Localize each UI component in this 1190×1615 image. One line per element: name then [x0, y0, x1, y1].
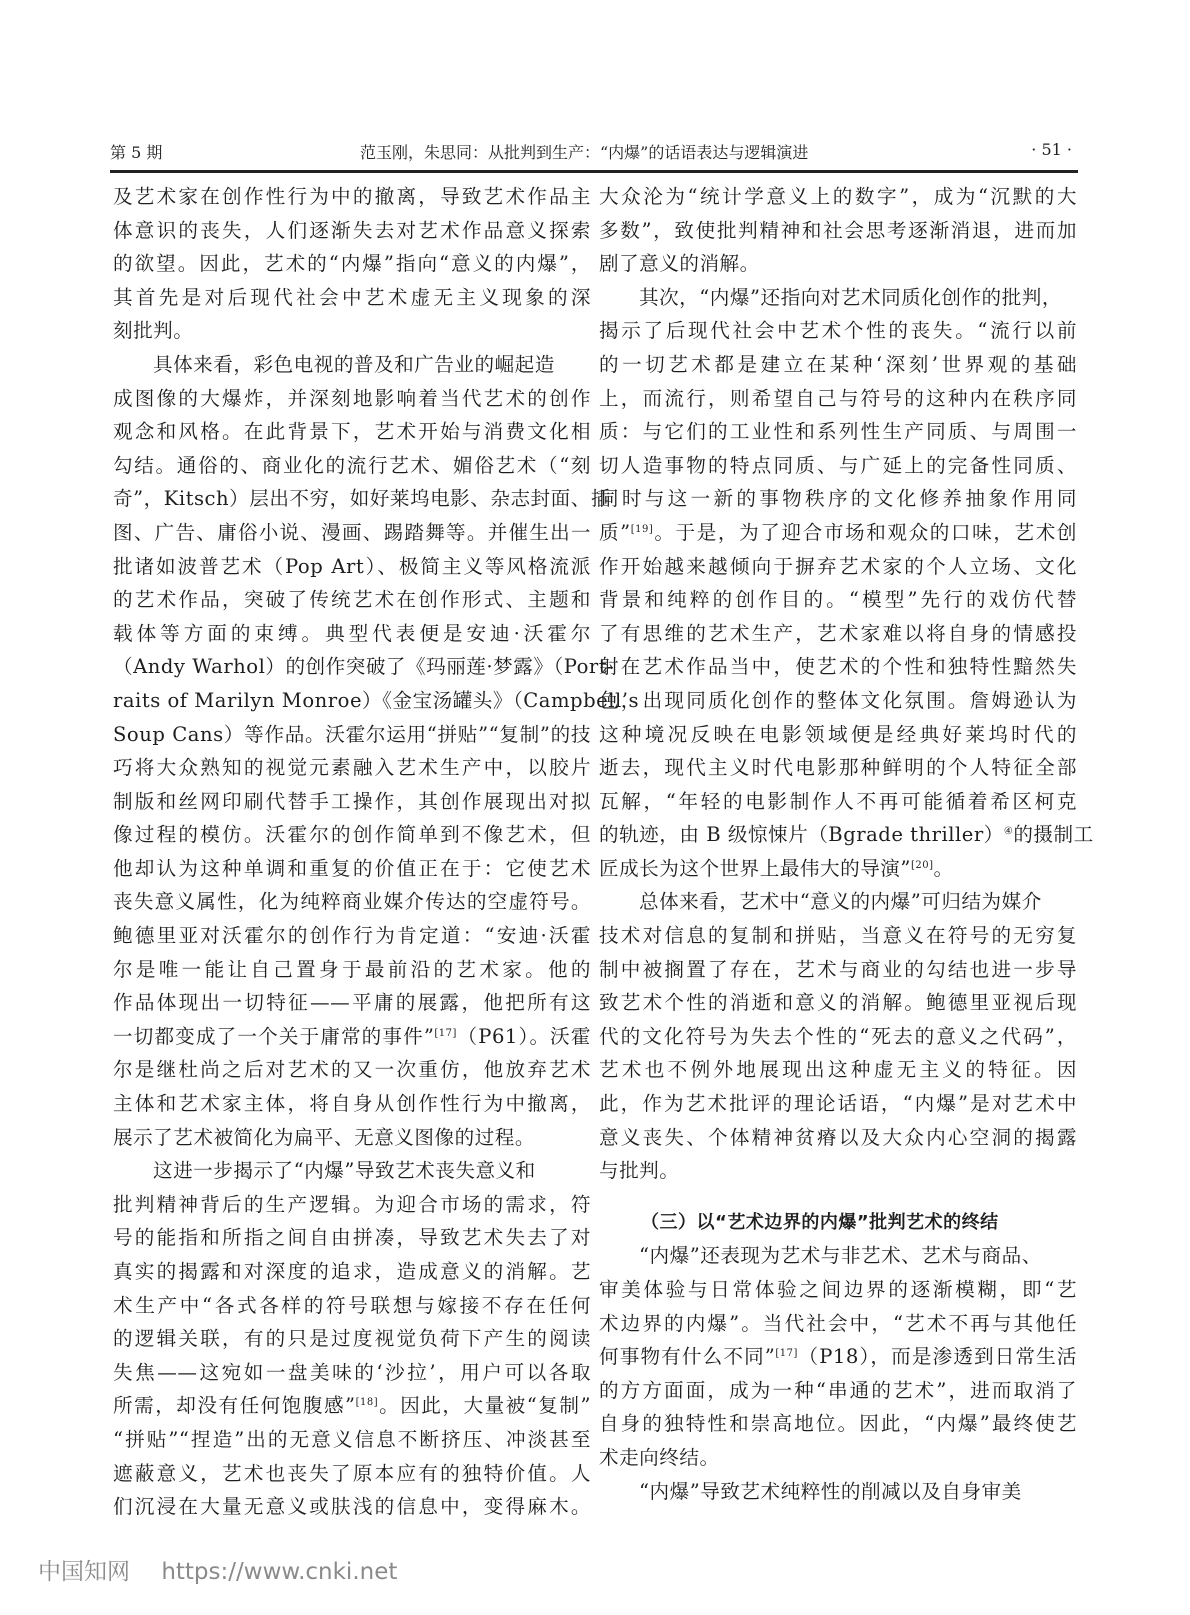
line-text-continued: 。: [933, 856, 954, 880]
text-line: [599, 1340, 1077, 1374]
text-line: [113, 516, 591, 550]
text-line: [599, 919, 1077, 953]
line-text: 一切都变成了一个关于庸常的事件”: [113, 1024, 435, 1048]
line-text: 作品体现出一切特征——平庸的展露，他把所有这: [113, 991, 591, 1015]
line-text: 背景和纯粹的创作目的。“模型”先行的戏仿代替: [599, 588, 1077, 612]
text-line: [113, 1490, 591, 1524]
line-text: 其次，“内爆”还指向对艺术同质化创作的批判，: [639, 285, 1062, 309]
text-line: [599, 550, 1077, 584]
text-line: [113, 1087, 591, 1121]
line-text: 作开始越来越倾向于摒弃艺术家的个人立场、文化: [599, 554, 1077, 578]
line-text: 致艺术个性的消逝和意义的消解。鲍德里亚视后现: [599, 991, 1077, 1015]
text-line: [113, 314, 591, 348]
text-line: [113, 583, 591, 617]
text-line: [113, 1423, 591, 1457]
text-line: [599, 684, 1077, 718]
text-line: [599, 1087, 1077, 1121]
text-line: [599, 1441, 1077, 1475]
line-text-continued: （P61）。沃霍: [456, 1024, 591, 1048]
text-line: [113, 617, 591, 651]
line-text: 技术对信息的复制和拼贴，当意义在符号的无穷复: [599, 924, 1077, 948]
line-text: 艺术也不例外地展现出这种虚无主义的特征。因: [599, 1058, 1077, 1082]
text-line: [113, 953, 591, 987]
line-text: 像过程的模仿。沃霍尔的创作简单到不像艺术，但: [113, 823, 591, 847]
line-text: 奇”，Kitsch）层出不穷，如好莱坞电影、杂志封面、插: [113, 487, 611, 511]
text-line: [113, 1020, 591, 1054]
line-text: 真实的揭露和对深度的追求，造成意义的消解。艺: [113, 1260, 591, 1283]
line-text: 及艺术家在创作性行为中的撤离，导致艺术作品主: [113, 185, 591, 208]
line-text: 他却认为这种单调和重复的价值正在于：它使艺术: [113, 856, 591, 880]
line-text: 的欲望。因此，艺术的“内爆”指向“意义的内爆”，: [113, 252, 591, 276]
line-text: 的轨迹，由 B 级惊悚片（Bgrade thriller）: [599, 823, 1004, 847]
text-line: [599, 986, 1077, 1020]
running-header: [110, 136, 1078, 166]
header-rule: [110, 170, 1078, 173]
text-line: [113, 180, 591, 214]
text-line: [599, 718, 1077, 752]
text-line: [113, 382, 591, 416]
line-text: “内爆”还表现为艺术与非艺术、艺术与商品、: [639, 1244, 1042, 1268]
text-line: [113, 550, 591, 584]
line-text: 所需，却没有任何饱腹感”: [113, 1394, 356, 1418]
line-text: 鲍德里亚对沃霍尔的创作行为肯定道：“安迪·沃霍: [113, 924, 591, 948]
line-text: 主体和艺术家主体，将自身从创作性行为中撤离，: [113, 1092, 591, 1116]
line-text: 遮蔽意义，艺术也丧失了原本应有的独特价值。人: [113, 1461, 591, 1485]
line-text: 观念和风格。在此背景下，艺术开始与消费文化相: [113, 420, 591, 444]
text-line: [599, 281, 1077, 315]
line-text: 具体来看，彩色电视的普及和广告业的崛起造: [153, 352, 555, 376]
text-line: [599, 953, 1077, 987]
text-line: [599, 482, 1077, 516]
text-line: [599, 1053, 1077, 1087]
text-line: [113, 415, 591, 449]
line-text: Soup Cans）等作品。沃霍尔运用“拼贴”“复制”的技: [113, 722, 591, 746]
line-text: 制中被搁置了存在，艺术与商业的勾结也进一步导: [599, 957, 1077, 981]
right-column: [599, 180, 1094, 1508]
line-text: 意义丧失、个体精神贫瘠以及大众内心空洞的揭露: [599, 1125, 1077, 1149]
text-line: [113, 482, 611, 516]
line-text: 与批判。: [599, 1159, 680, 1183]
text-line: [113, 1221, 591, 1255]
line-text-continued: （P18），而是渗透到日常生活: [797, 1345, 1077, 1369]
text-line: [599, 785, 1077, 819]
line-text: 射在艺术作品当中，使艺术的个性和独特性黯然失: [599, 655, 1077, 679]
line-text: 剧了意义的消解。: [599, 252, 760, 276]
line-text: 审美体验与日常体验之间边界的逐渐模糊，即“艺: [599, 1278, 1077, 1301]
line-text: 自身的独特性和崇高地位。因此，“内爆”最终使艺: [599, 1412, 1077, 1436]
line-text-continued: 。因此，大量被“复制”: [378, 1394, 591, 1418]
line-text: 的逻辑关联，有的只是过度视觉负荷下产生的阅读: [113, 1327, 591, 1351]
line-text: 了有思维的艺术生产，艺术家难以将自身的情感投: [599, 621, 1077, 645]
text-line: [113, 1121, 591, 1155]
line-text: 巧将大众熟知的视觉元素融入艺术生产中，以胶片: [113, 756, 591, 780]
line-text: 的方方面面，成为一种“串通的艺术”，进而取消了: [599, 1378, 1077, 1402]
text-line: [599, 516, 1077, 550]
text-line: [599, 617, 1077, 651]
citation-superscript: ④: [1003, 826, 1014, 838]
line-text: 体意识的丧失，人们逐渐失去对艺术作品意义探索: [113, 218, 591, 242]
line-text: 的艺术作品，突破了传统艺术在创作形式、主题和: [113, 588, 591, 612]
line-text: 号的能指和所指之间自由拼凑，导致艺术失去了对: [113, 1226, 591, 1250]
text-line: [599, 214, 1077, 248]
line-text: 瓦解，“年轻的电影制作人不再可能循着希区柯克: [599, 789, 1077, 813]
page-number: · 51 ·: [1031, 140, 1072, 159]
text-line: [599, 751, 1077, 785]
line-text: （三）以“艺术边界的内爆”批判艺术的终结: [641, 1211, 999, 1233]
text-line: [113, 919, 591, 953]
issue-number: 第 5 期: [110, 143, 163, 162]
text-line: [113, 650, 615, 684]
line-text: 刻批判。: [113, 319, 194, 343]
line-text: 代的文化符号为失去个性的“死去的意义之代码”，: [599, 1024, 1077, 1048]
line-text: 载体等方面的束缚。典型代表便是安迪·沃霍尔: [113, 621, 591, 645]
text-line: [113, 1389, 591, 1423]
line-text: 匠成长为这个世界上最伟大的导演”: [599, 856, 911, 880]
citation-superscript: [17]: [434, 1027, 457, 1039]
text-line: [113, 1457, 591, 1491]
text-line: [113, 214, 591, 248]
text-line: [599, 1121, 1077, 1155]
cnki-brand: 中国知网: [38, 1559, 130, 1585]
text-line: [599, 449, 1077, 483]
text-line: [599, 1374, 1077, 1408]
text-line: [599, 885, 1077, 919]
line-text: 批判精神背后的生产逻辑。为迎合市场的需求，符: [113, 1192, 591, 1216]
text-line: [599, 415, 1077, 449]
line-text: 同时与这一新的事物秩序的文化修养抽象作用同: [599, 487, 1077, 511]
line-text: 制版和丝网印刷代替手工操作，其创作展现出对拟: [113, 789, 591, 813]
text-line: [599, 180, 1077, 214]
text-line: [113, 1188, 591, 1222]
text-line: [113, 818, 591, 852]
line-text-continued: 的摄制工: [1013, 823, 1094, 847]
text-line: [113, 684, 640, 718]
text-line: [113, 348, 591, 382]
line-text: “内爆”导致艺术纯粹性的削减以及自身审美: [639, 1479, 1022, 1503]
text-line: [113, 986, 591, 1020]
line-text: 勾结。通俗的、商业化的流行艺术、媚俗艺术（“刻: [113, 453, 591, 477]
text-line: [599, 583, 1077, 617]
paragraph-gap: [599, 1188, 1077, 1206]
line-text-continued: 。于是，为了迎合市场和观众的口味，艺术创: [653, 520, 1077, 544]
line-text: 上，而流行，则希望自己与符号的这种内在秩序同: [599, 386, 1077, 410]
line-text: 多数”，致使批判精神和社会思考逐渐消退，进而加: [599, 218, 1077, 242]
line-text: 质：与它们的工业性和系列性生产同质、与周围一: [599, 420, 1077, 444]
line-text: 此，作为艺术批评的理论话语，“内爆”是对艺术中: [599, 1092, 1077, 1116]
line-text: 成图像的大爆炸，并深刻地影响着当代艺术的创作: [113, 386, 591, 410]
line-text: 术走向终结。: [599, 1445, 720, 1469]
text-line: [599, 1307, 1077, 1341]
text-line: [599, 852, 1077, 886]
line-text: 逝去，现代主义时代电影那种鲜明的个人特征全部: [599, 756, 1077, 780]
line-text: 丧失意义属性，化为纯粹商业媒介传达的空虚符号。: [113, 890, 591, 914]
text-line: [113, 751, 591, 785]
section-heading: [599, 1206, 1077, 1240]
line-text: 这种境况反映在电影领域便是经典好莱坞时代的: [599, 722, 1077, 746]
citation-superscript: [20]: [910, 859, 934, 871]
text-line: [113, 785, 591, 819]
running-title: 范玉刚，朱思同：从批判到生产：“内爆”的话语表达与逻辑演进: [360, 143, 809, 162]
text-line: [599, 382, 1077, 416]
line-text: 色，出现同质化创作的整体文化氛围。詹姆逊认为: [599, 688, 1077, 712]
line-text: 术生产中“各式各样的符号联想与嫁接不存在任何: [113, 1293, 591, 1317]
text-line: [113, 1356, 591, 1390]
text-line: [113, 1053, 591, 1087]
line-text: 切人造事物的特点同质、与广延上的完备性同质、: [599, 453, 1077, 477]
text-line: [113, 885, 591, 919]
text-line: [599, 818, 1094, 852]
footer-watermark: [38, 1553, 397, 1586]
text-line: [113, 1322, 591, 1356]
cnki-url-link[interactable]: https://www.cnki.net: [161, 1559, 398, 1585]
text-line: [113, 1255, 591, 1289]
line-text: 的一切艺术都是建立在某种‘深刻’世界观的基础: [599, 352, 1077, 376]
line-text: 失焦——这宛如一盘美味的‘沙拉’，用户可以各取: [113, 1360, 591, 1384]
text-line: [113, 449, 591, 483]
text-line: [599, 314, 1077, 348]
text-line: [599, 348, 1077, 382]
text-line: [599, 247, 1077, 281]
line-text: 图、广告、庸俗小说、漫画、踢踏舞等。并催生出一: [113, 520, 591, 544]
line-text: 尔是唯一能让自己置身于最前沿的艺术家。他的: [113, 957, 591, 981]
line-text: 尔是继杜尚之后对艺术的又一次重仿，他放弃艺术: [113, 1058, 591, 1082]
text-line: [599, 650, 1077, 684]
line-text: 何事物有什么不同”: [599, 1345, 776, 1369]
line-text: 这进一步揭示了“内爆”导致艺术丧失意义和: [153, 1159, 536, 1183]
line-text: 大众沦为“统计学意义上的数字”，成为“沉默的大: [599, 185, 1077, 208]
text-line: [113, 1154, 591, 1188]
text-line: [599, 1475, 1077, 1509]
line-text: （Andy Warhol）的创作突破了《玛丽莲·梦露》（Port-: [113, 655, 615, 679]
line-text: raits of Marilyn Monroe）《金宝汤罐头》（Campbell’s: [113, 688, 640, 712]
line-text: “拼贴”“捏造”出的无意义信息不断挤压、冲淡甚至: [113, 1427, 591, 1451]
text-line: [599, 1239, 1077, 1273]
text-line: [113, 247, 591, 281]
line-text: 其首先是对后现代社会中艺术虚无主义现象的深: [113, 285, 591, 309]
text-line: [113, 852, 591, 886]
text-line: [113, 718, 591, 752]
citation-superscript: [19]: [630, 523, 654, 535]
line-text: 批诸如波普艺术（Pop Art）、极简主义等风格流派: [113, 554, 591, 578]
citation-superscript: [17]: [775, 1348, 798, 1360]
line-text: 总体来看，艺术中“意义的内爆”可归结为媒介: [639, 890, 1042, 914]
line-text: 质”: [599, 520, 631, 544]
text-line: [599, 1020, 1077, 1054]
text-line: [599, 1154, 1077, 1188]
line-text: 揭示了后现代社会中艺术个性的丧失。“流行以前: [599, 319, 1077, 343]
line-text: 展示了艺术被简化为扁平、无意义图像的过程。: [113, 1125, 535, 1149]
text-line: [599, 1407, 1077, 1441]
text-line: [113, 281, 591, 315]
text-line: [599, 1273, 1077, 1307]
line-text: 们沉浸在大量无意义或肤浅的信息中，变得麻木。: [113, 1495, 591, 1519]
line-text: 术边界的内爆”。当代社会中，“艺术不再与其他任: [599, 1311, 1077, 1335]
text-line: [113, 1289, 591, 1323]
citation-superscript: [18]: [355, 1397, 379, 1409]
